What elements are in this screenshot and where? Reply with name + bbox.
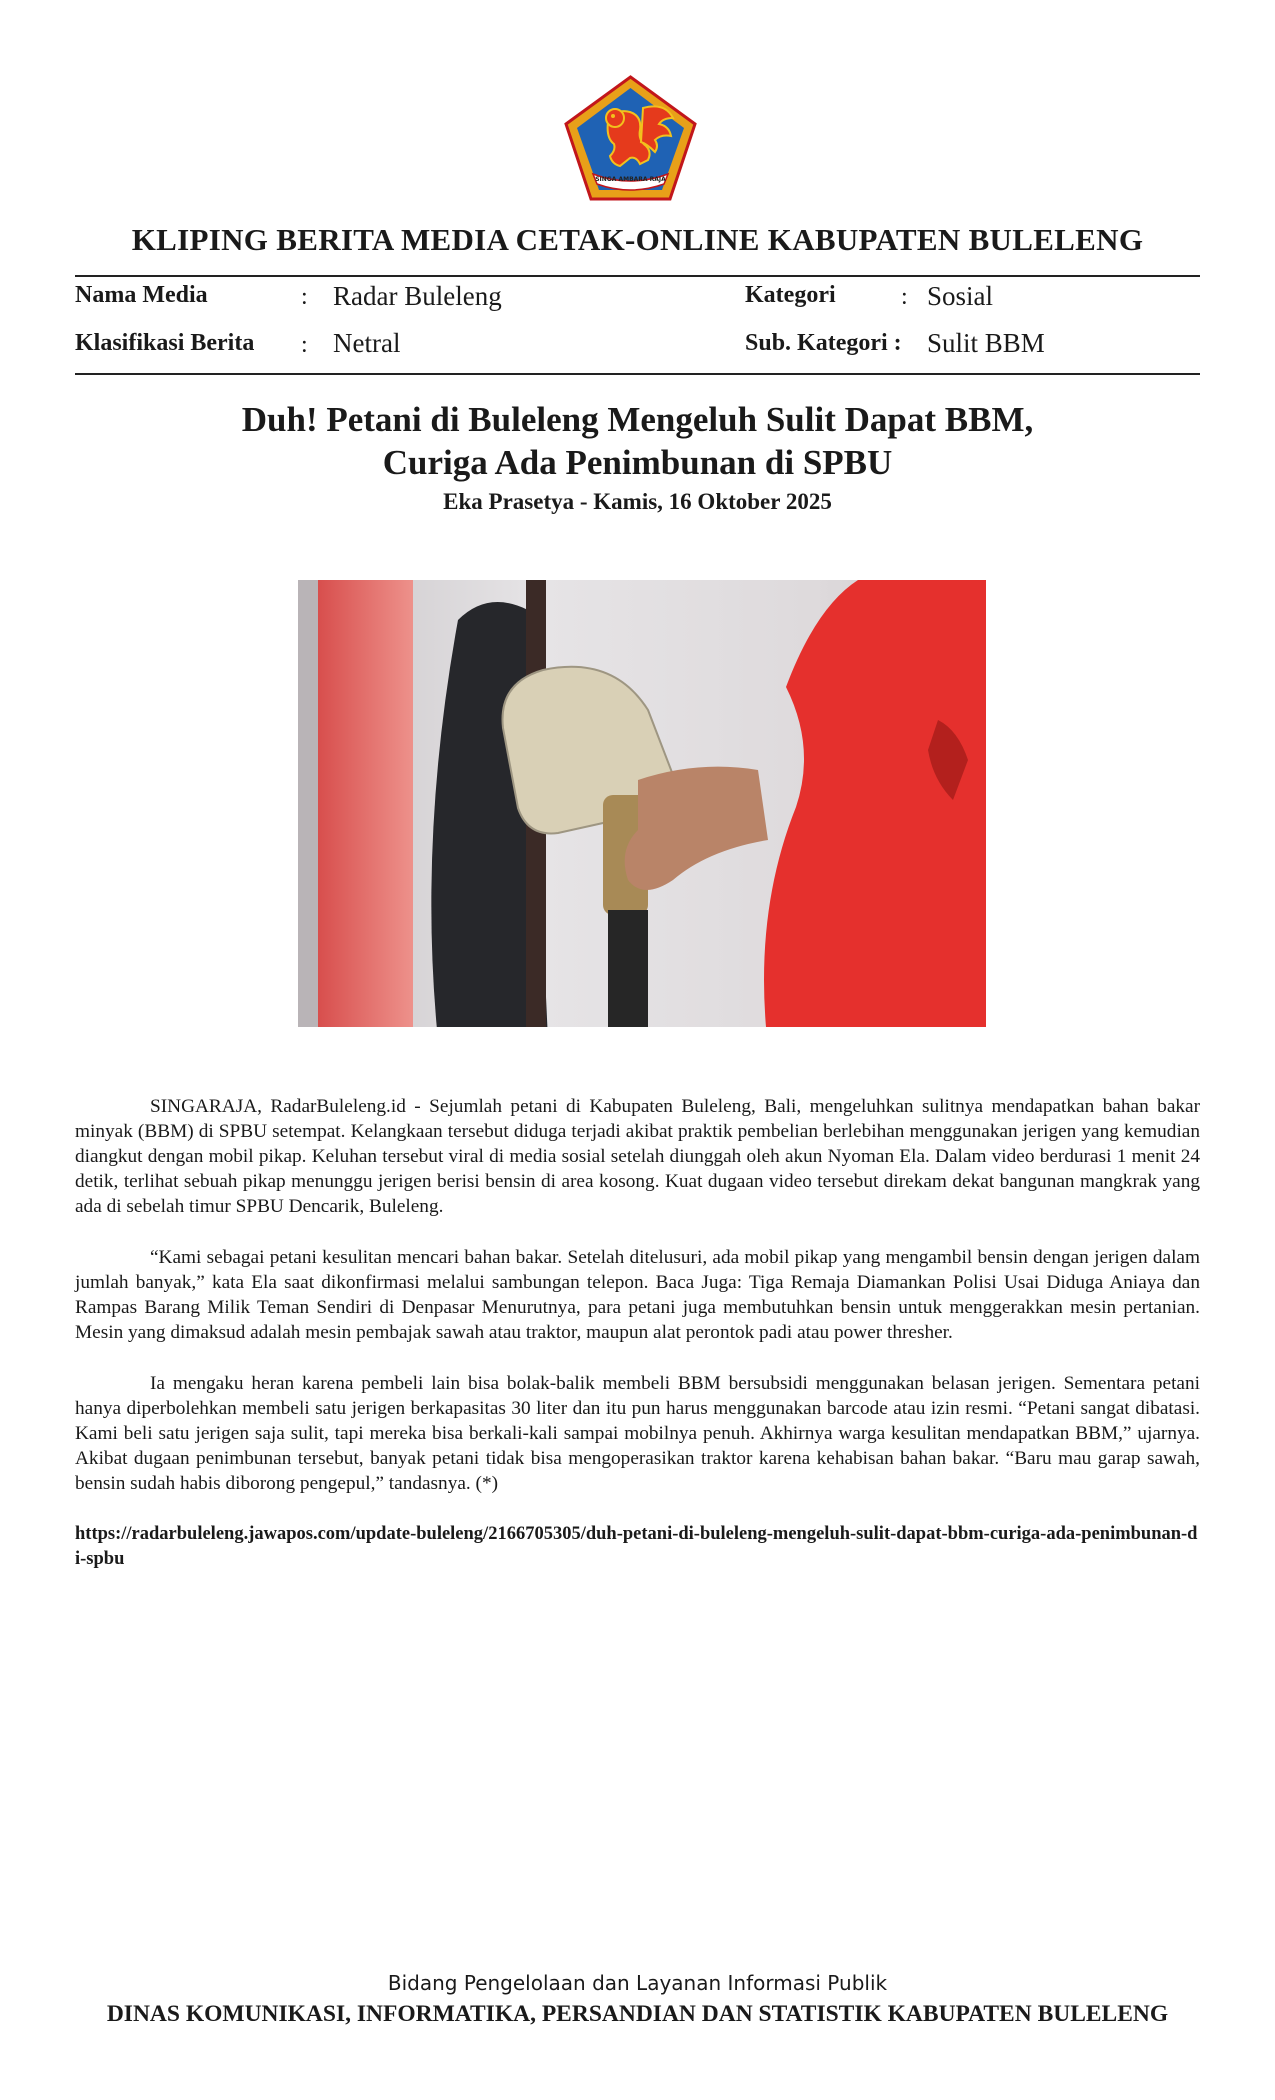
header-divider [75,275,1200,277]
kategori-label: Kategori [745,282,836,308]
footer-subtitle: Bidang Pengelolaan dan Layanan Informasi Publik [387,1971,888,1995]
source-link[interactable]: https://radarbuleleng.jawapos.com/update-buleleng/2166705305/duh-petani-di-buleleng-mengeluh-sulit-dapat-bbm-curiga-ada-penimbunan-di-spbu [75,1524,1198,1569]
buleleng-emblem-icon [563,74,698,202]
subkategori-label: Sub. Kategori : [745,330,902,356]
meta-divider [75,373,1200,375]
clipping-title: KLIPING BERITA MEDIA CETAK-ONLINE KABUPATEN BULELENG [131,222,1144,257]
article-paragraph: “Kami sebagai petani kesulitan mencari bahan bakar. Setelah ditelusuri, ada mobil pikap yang mengambil bensin dengan jerigen dalam jumlah banyak,” kata Ela saat dikonfirmasi melalui sambungan telepon. Baca Juga: Tiga Remaja Diamankan Polisi Usai Diduga Aniaya dan Rampas Barang Milik Teman Sendiri di Denpasar Menurutnya, para petani juga membutuhkan bensin untuk menggerakkan mesin pertanian. Mesin yang dimaksud adalah mesin pembajak sawah atau traktor, maupun alat perontok padi atau power thresher. [75,1247,1200,1343]
klasifikasi-label: Klasifikasi Berita [75,330,255,356]
article-photo [298,580,986,1027]
kategori-colon: : [901,284,908,310]
article-paragraph: Ia mengaku heran karena pembeli lain bisa bolak-balik membeli BBM bersubsidi menggunakan belasan jerigen. Sementara petani hanya diperbolehkan membeli satu jerigen berkapasitas 30 liter dan itu pun harus menggunakan barcode atau izin resmi. “Petani sangat dibatasi. Kami beli satu jerigen saja sulit, tapi mereka bisa berkali-kali sampai mobilnya penuh. Akhirnya warga kesulitan mendapatkan BBM,” ujarnya. Akibat dugaan penimbunan tersebut, banyak petani tidak bisa mengoperasikan traktor karena kehabisan bahan bakar. “Baru mau garap sawah, bensin sudah habis diborong pengepul,” tandasnya. (*) [75,1373,1200,1494]
media-colon: : [301,284,308,310]
klasifikasi-colon: : [301,332,308,358]
article-byline: Eka Prasetya - Kamis, 16 Oktober 2025 [443,489,832,514]
article-headline [0,398,1275,484]
footer-organization: DINAS KOMUNIKASI, INFORMATIKA, PERSANDIAN DAN STATISTIK KABUPATEN BULELENG [106,2001,1169,2027]
subkategori-value: Sulit BBM [927,328,1045,358]
headline-line-1: Duh! Petani di Buleleng Mengeluh Sulit Dapat BBM, [241,400,1034,439]
klasifikasi-value: Netral [333,328,401,358]
svg-text:SINGA AMBARA RAJA: SINGA AMBARA RAJA [595,176,666,183]
headline-line-2: Curiga Ada Penimbunan di SPBU [382,443,893,482]
article-paragraph: SINGARAJA, RadarBuleleng.id - Sejumlah petani di Kabupaten Buleleng, Bali, mengeluhkan sulitnya mendapatkan bahan bakar minyak (BBM) di SPBU setempat. Kelangkaan tersebut diduga terjadi akibat praktik pembelian berlebihan menggunakan jerigen yang kemudian diangkut dengan mobil pikap. Keluhan tersebut viral di media sosial setelah diunggah oleh akun Nyoman Ela. Dalam video berdurasi 1 menit 24 detik, terlihat sebuah pikap menunggu jerigen berisi bensin di area kosong. Kuat dugaan video tersebut direkam dekat bangunan mangkrak yang ada di sebelah timur SPBU Dencarik, Buleleng. [75,1096,1200,1217]
kategori-value: Sosial [927,281,994,311]
media-value: Radar Buleleng [333,281,502,311]
media-label: Nama Media [75,282,208,308]
article-body [75,1094,1200,1522]
